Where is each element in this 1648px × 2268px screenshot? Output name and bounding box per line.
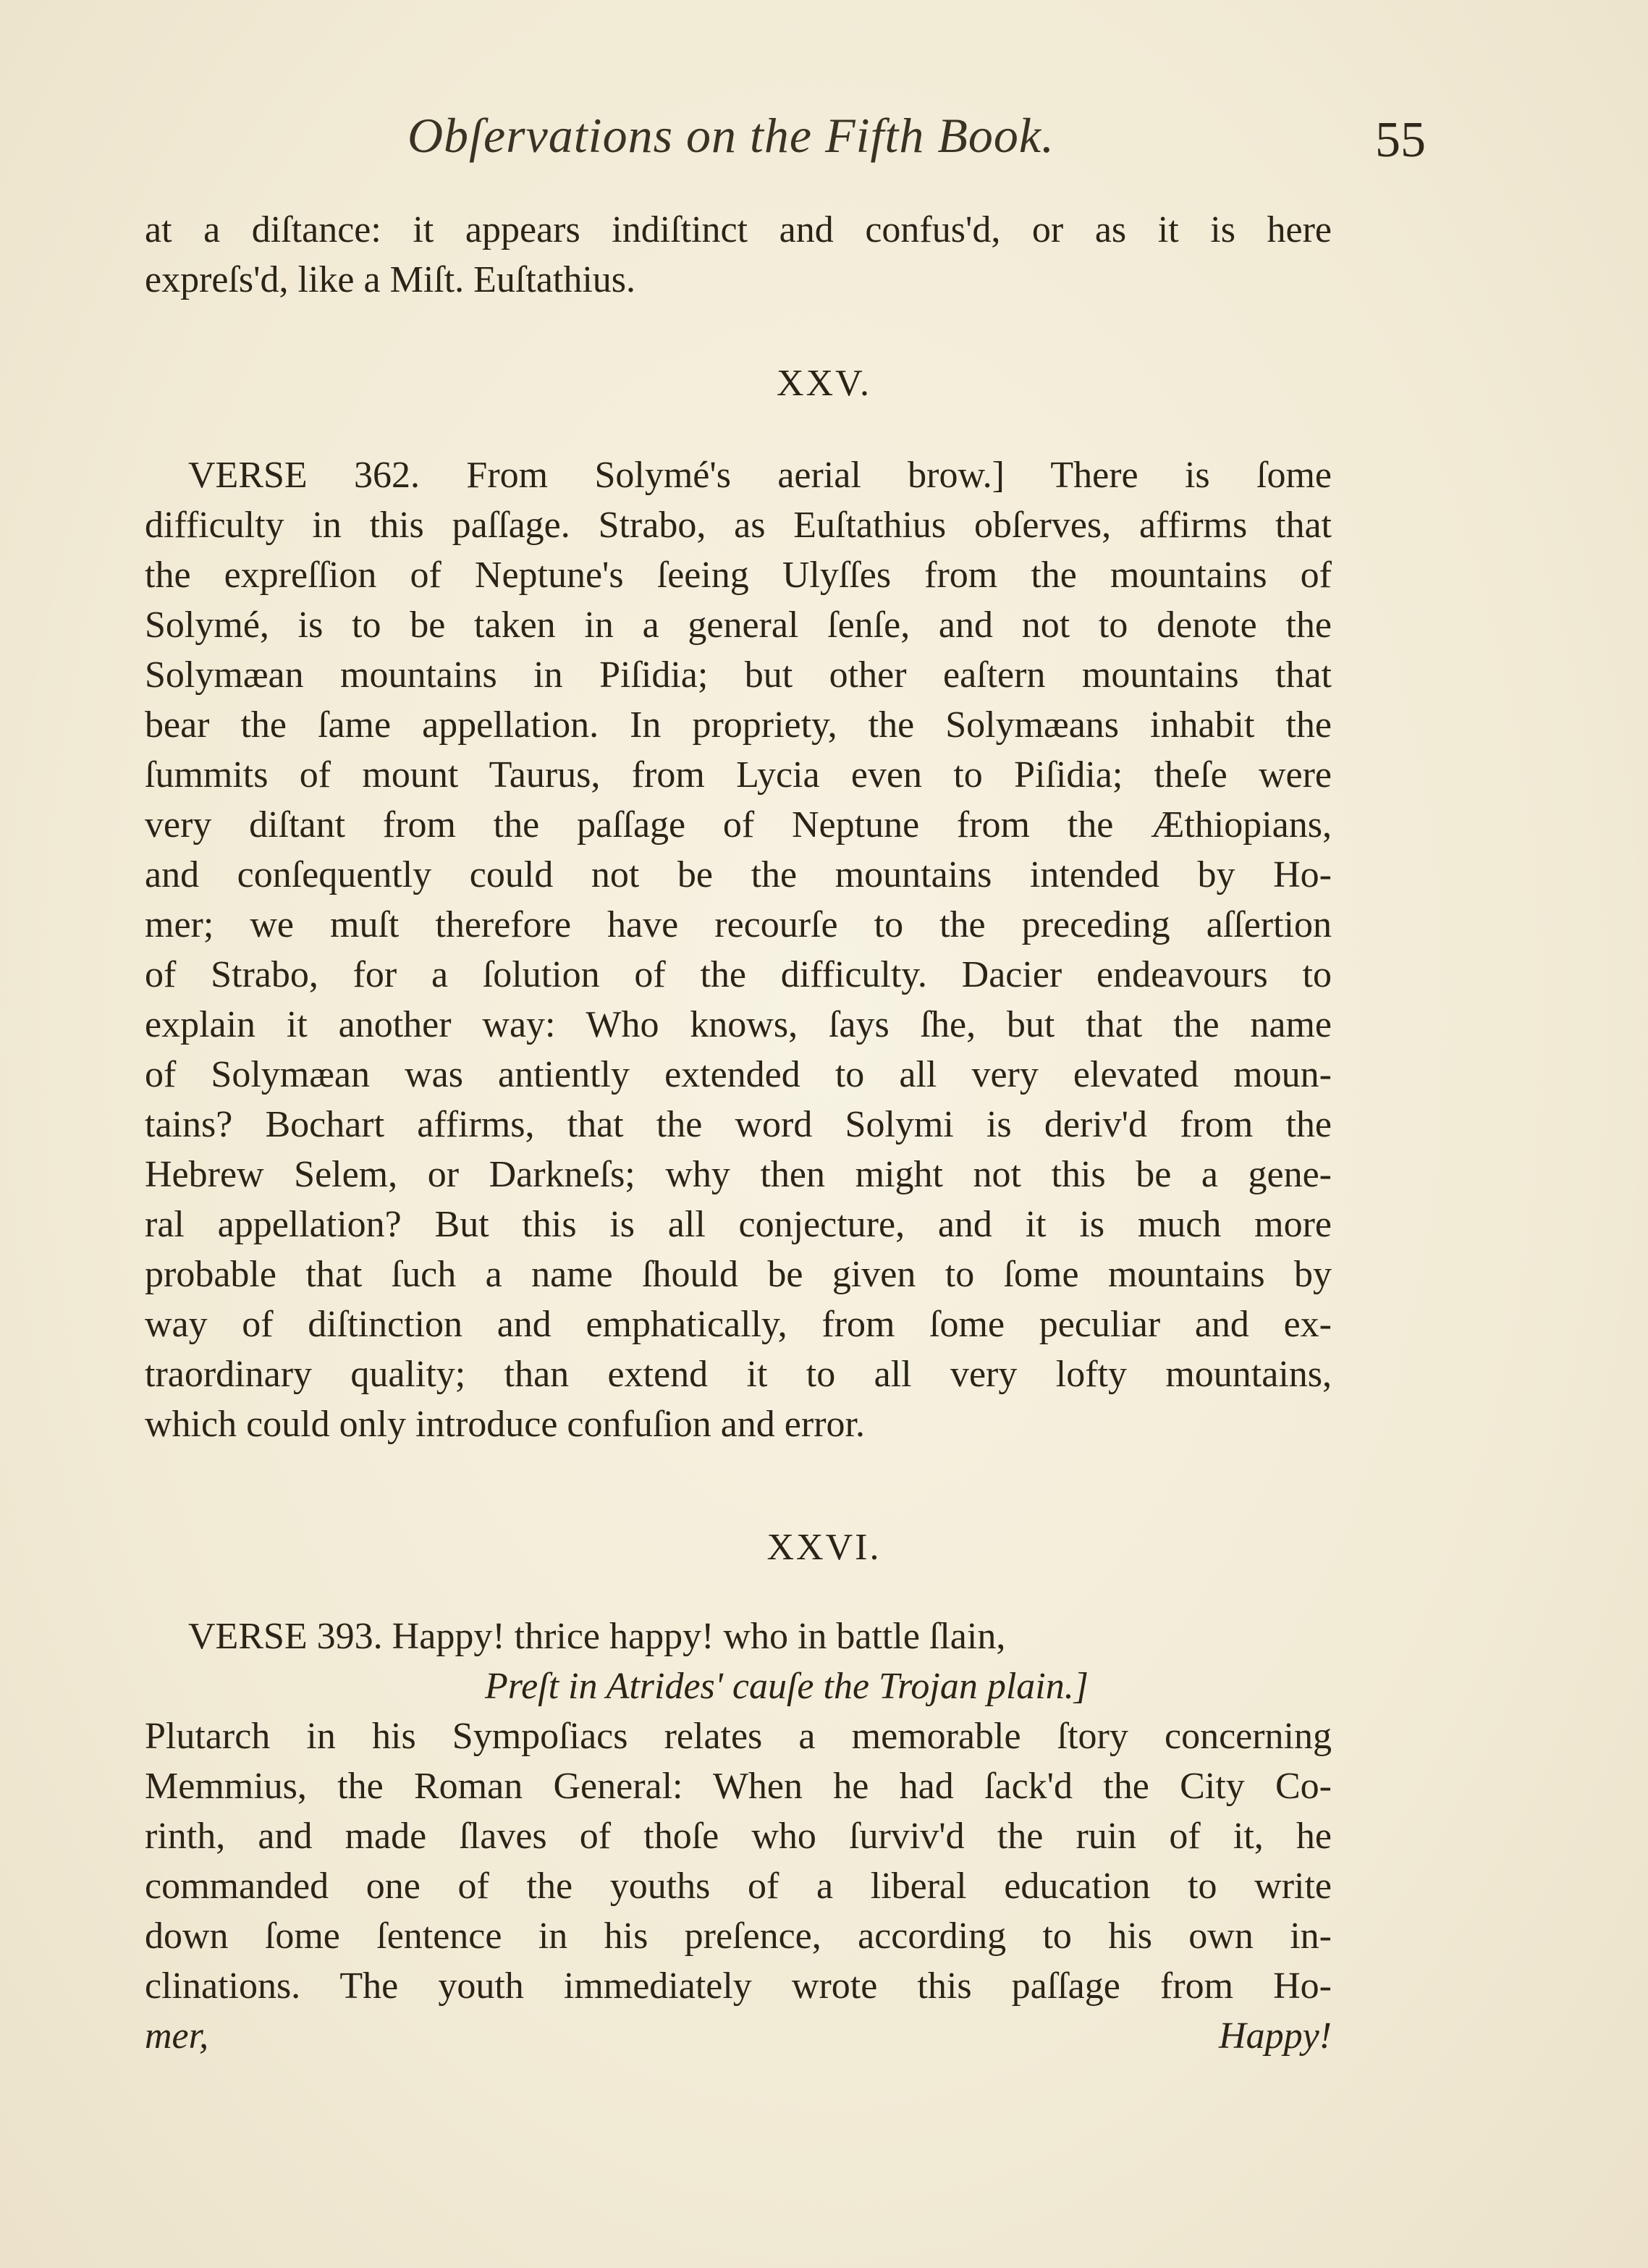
- section-heading-xxv: XXV.: [777, 363, 871, 404]
- text-line: way of diſtinction and emphatically, from ſome peculiar and ex-: [145, 1304, 1332, 1345]
- text-line: commanded one of the youths of a liberal education to write: [145, 1866, 1332, 1907]
- note-xxvi-paragraph: [145, 1611, 1332, 2061]
- text-line: difficulty in this paſſage. Strabo, as Euſtathius obſerves, affirms that: [145, 505, 1332, 546]
- text-line: mer; we muſt therefore have recourſe to the preceding aſſertion: [145, 904, 1332, 945]
- text-line: tains? Bochart affirms, that the word Solymi is deriv'd from the: [145, 1104, 1332, 1145]
- text-line: rinth, and made ſlaves of thoſe who ſurviv'd the ruin of it, he: [145, 1816, 1332, 1857]
- text-line: expreſs'd, like a Miſt. Euſtathius.: [145, 259, 636, 300]
- text-line: traordinary quality; than extend it to all very lofty mountains,: [145, 1354, 1332, 1395]
- final-word: mer,: [145, 2015, 209, 2057]
- text-line: Solymæan mountains in Piſidia; but other eaſtern mountains that: [145, 654, 1332, 696]
- verse-reference: VERSE 393. Happy! thrice happy! who in battle ſlain,: [188, 1616, 1006, 1657]
- verse-reference: VERSE 362. From Solymé's aerial brow.] There is ſome: [188, 455, 1332, 496]
- text-line: probable that ſuch a name ſhould be given to ſome mountains by: [145, 1254, 1332, 1295]
- text-line: Memmius, the Roman General: When he had ſack'd the City Co-: [145, 1766, 1332, 1807]
- text-line: which could only introduce confuſion and error.: [145, 1404, 865, 1445]
- text-line: at a diſtance: it appears indiſtinct and confus'd, or as it is here: [145, 209, 1332, 250]
- text-line: of Strabo, for a ſolution of the difficulty. Dacier endeavours to: [145, 954, 1332, 995]
- running-header: [145, 107, 1448, 187]
- text-line: Plutarch in his Sympoſiacs relates a memorable ſtory concerning: [145, 1716, 1332, 1757]
- text-line: Hebrew Selem, or Darkneſs; why then might not this be a gene-: [145, 1154, 1332, 1195]
- text-line: ſummits of mount Taurus, from Lycia even to Piſidia; theſe were: [145, 754, 1332, 796]
- text-line: bear the ſame appellation. In propriety, the Solymæans inhabit the: [145, 704, 1332, 746]
- text-line: Solymé, is to be taken in a general ſenſe, and not to denote the: [145, 604, 1332, 646]
- section-heading-xxvi: XXVI.: [766, 1527, 882, 1568]
- note-xxv-paragraph: [145, 450, 1332, 1449]
- text-line: clinations. The youth immediately wrote this paſſage from Ho-: [145, 1965, 1332, 2007]
- text-line: down ſome ſentence in his preſence, according to his own in-: [145, 1915, 1332, 1957]
- intro-paragraph: [145, 205, 1332, 305]
- text-line: the expreſſion of Neptune's ſeeing Ulyſſes from the mountains of: [145, 555, 1332, 596]
- text-line: ral appellation? But this is all conjecture, and it is much more: [145, 1204, 1332, 1245]
- page-number: 55: [1375, 112, 1426, 168]
- verse-continuation: Preſt in Atrides' cauſe the Trojan plain.]: [485, 1666, 1089, 1707]
- text-line: and conſequently could not be the mountains intended by Ho-: [145, 854, 1332, 895]
- running-title: Obſervations on the Fifth Book.: [407, 108, 1055, 163]
- text-line: very diſtant from the paſſage of Neptune from the Æthiopians,: [145, 804, 1332, 846]
- final-line: [145, 2011, 1332, 2061]
- text-line: of Solymæan was antiently extended to all very elevated moun-: [145, 1054, 1332, 1095]
- catchword: Happy!: [1219, 2015, 1332, 2057]
- text-line: explain it another way: Who knows, ſays ſhe, but that the name: [145, 1004, 1332, 1045]
